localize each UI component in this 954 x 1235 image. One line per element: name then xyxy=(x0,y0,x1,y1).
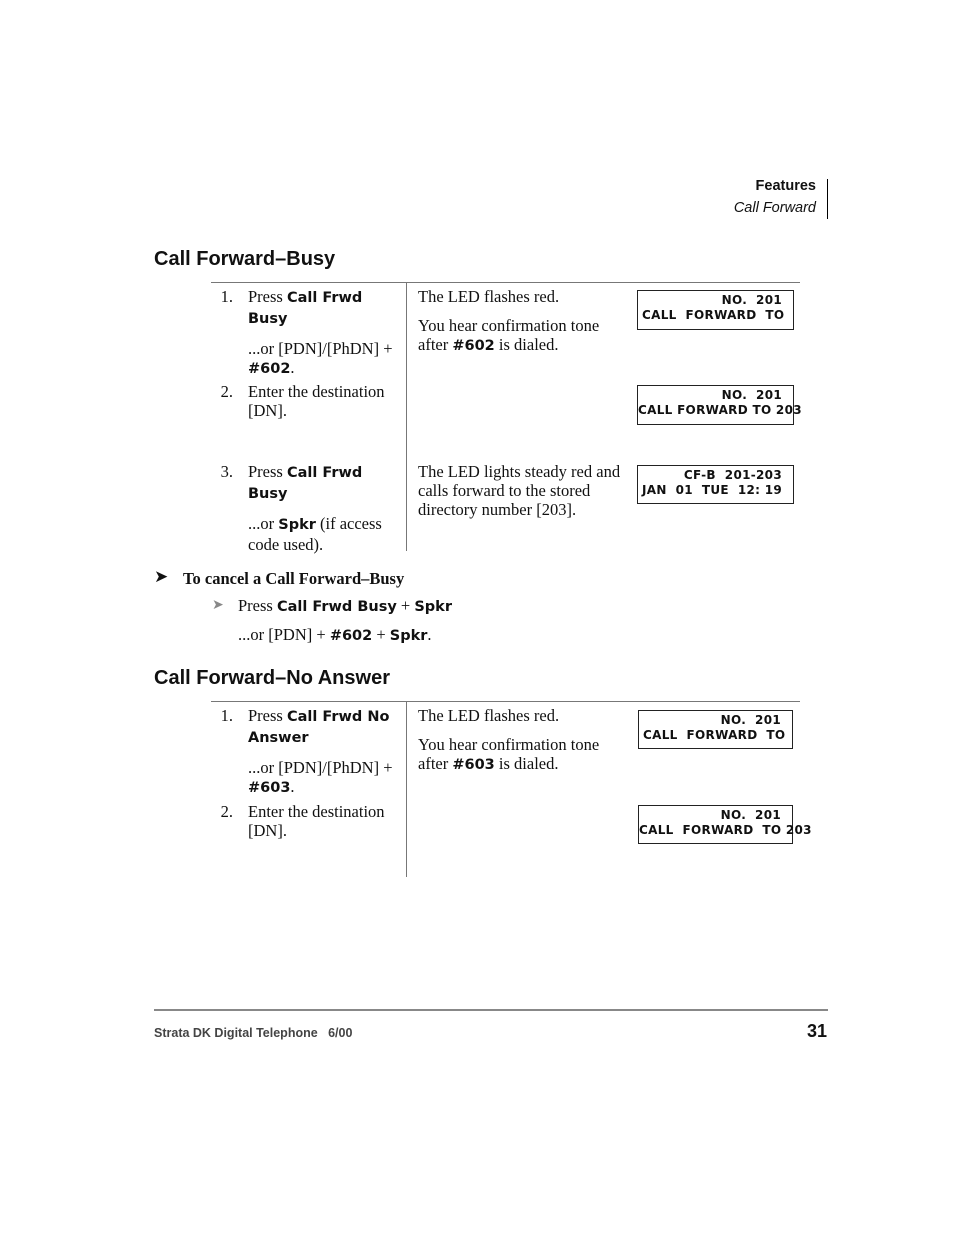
key-label: Spkr xyxy=(278,517,316,533)
step-response: The LED lights steady red and calls forward to the stored directory number [203]. xyxy=(418,462,621,519)
step-instruction: Enter the destination [DN]. xyxy=(248,802,385,840)
header-divider xyxy=(827,179,828,219)
table-top-rule xyxy=(211,282,800,283)
page-number: 31 xyxy=(806,1021,827,1041)
lcd-display: NO. 201 CALL FORWARD TO xyxy=(638,710,793,749)
step-response: The LED flashes red. You hear confirmation tone after #602 is dialed. xyxy=(418,287,600,354)
procedure-step: Press Call Frwd Busy + Spkr xyxy=(238,596,452,615)
lcd-display: CF-B 201-203 JAN 01 TUE 12: 19 xyxy=(637,465,794,504)
column-divider xyxy=(406,283,407,551)
key-label: Call Frwd Busy xyxy=(248,290,363,327)
footer-rule xyxy=(154,1009,828,1011)
step-number: 1. xyxy=(220,706,233,725)
column-divider xyxy=(406,702,407,877)
key-label: Spkr xyxy=(414,599,452,615)
step-number: 2. xyxy=(220,802,233,821)
key-label: #602 xyxy=(248,361,291,377)
step-instruction: Enter the destination [DN]. xyxy=(248,382,385,420)
arrow-icon: ➤ xyxy=(212,598,224,613)
key-label: Spkr xyxy=(389,628,428,644)
step-number: 3. xyxy=(220,462,233,481)
section-title-busy: Call Forward–Busy xyxy=(154,248,336,270)
step-instruction: Press Call Frwd Busy ...or Spkr (if access code used). xyxy=(248,462,382,554)
key-label: #602 xyxy=(329,628,373,644)
footer-title: Strata DK Digital Telephone 6/00 xyxy=(154,1026,353,1040)
step-response: The LED flashes red. You hear confirmation tone after #603 is dialed. xyxy=(418,706,600,773)
procedure-heading: To cancel a Call Forward–Busy xyxy=(183,569,405,588)
key-label: Call Frwd No Answer xyxy=(248,709,390,746)
procedure-alternative: ...or [PDN] + #602 + Spkr. xyxy=(238,625,432,644)
lcd-display: NO. 201 CALL FORWARD TO 203 xyxy=(638,805,793,844)
step-number: 1. xyxy=(220,287,233,306)
lcd-display: NO. 201 CALL FORWARD TO 203 xyxy=(637,385,794,425)
table-top-rule xyxy=(211,701,800,702)
section-title-no-answer: Call Forward–No Answer xyxy=(154,667,390,689)
step-instruction: Press Call Frwd No Answer ...or [PDN]/[PhDN] + #603. xyxy=(248,706,393,796)
step-number: 2. xyxy=(220,382,233,401)
step-instruction: Press Call Frwd Busy ...or [PDN]/[PhDN] + #602. xyxy=(248,287,393,377)
running-header-title: Features xyxy=(755,178,816,194)
lcd-display: NO. 201 CALL FORWARD TO xyxy=(637,290,794,330)
key-label: #603 xyxy=(248,780,291,796)
key-label: Call Frwd Busy xyxy=(248,465,363,502)
arrow-icon: ➤ xyxy=(154,567,169,586)
running-header-subtitle: Call Forward xyxy=(733,200,816,216)
key-label: Call Frwd Busy xyxy=(276,599,397,615)
